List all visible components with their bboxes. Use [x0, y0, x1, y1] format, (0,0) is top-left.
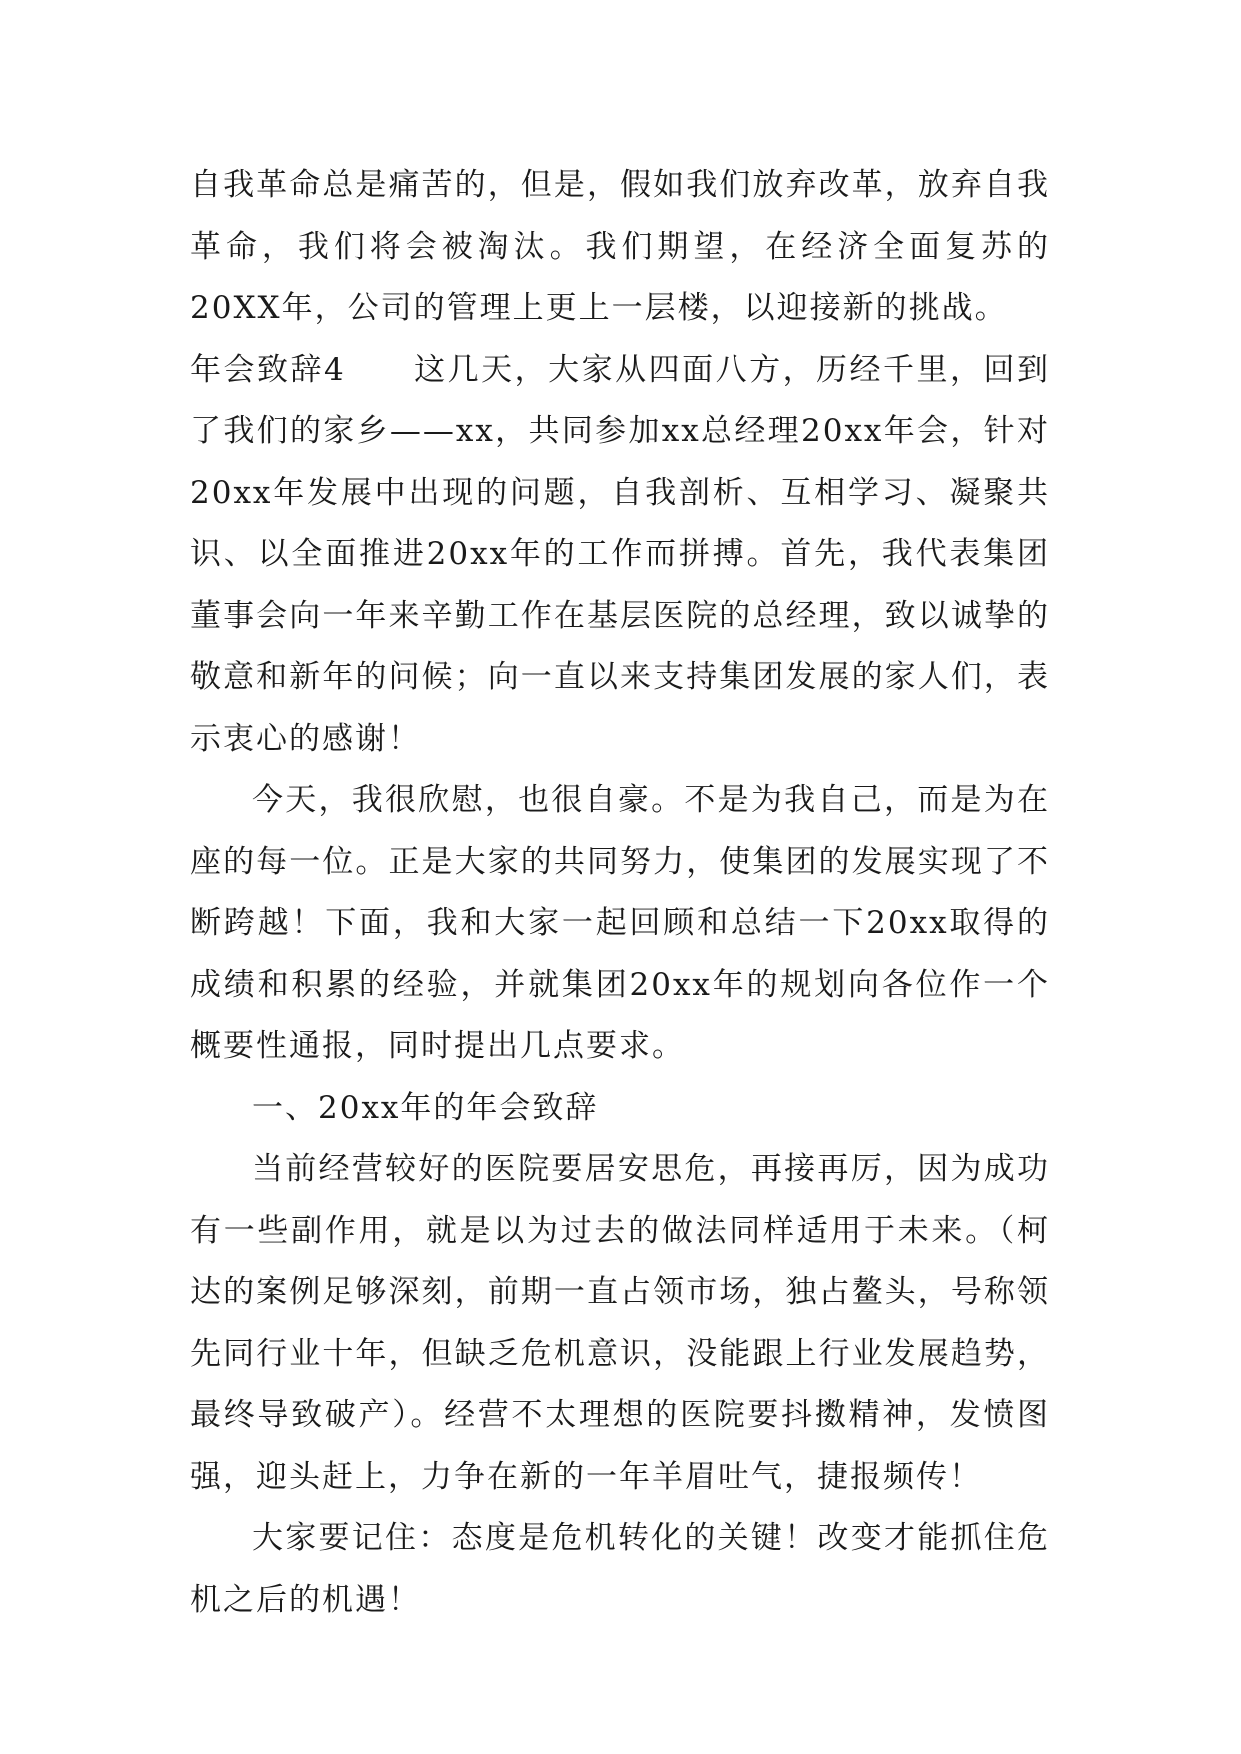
- paragraph-today: 今天，我很欣慰，也很自豪。不是为我自己，而是为在座的每一位。正是大家的共同努力，使集团的发展实现了不断跨越！下面，我和大家一起回顾和总结一下20xx取得的成绩和积累的经验，并就集团20xx年的规划向各位作一个概要性通报，同时提出几点要求。: [190, 782, 1050, 1064]
- section-title: 年会致辞4: [190, 351, 346, 388]
- paragraph-hospitals: 当前经营较好的医院要居安思危，再接再厉，因为成功有一些副作用，就是以为过去的做法同样适用于未来。（柯达的案例足够深刻，前期一直占领市场，独占鳌头，号称领先同行业十年，但缺乏危机意识，没能跟上行业发展趋势，最终导致破产）。经营不太理想的医院要抖擞精神，发愤图强，迎头赶上，力争在新的一年羊眉吐气，捷报频传！: [190, 1151, 1050, 1495]
- section4-intro-text: 这几天，大家从四面八方，历经千里，回到了我们的家乡——xx，共同参加xx总经理20xx年会，针对20xx年发展中出现的问题，自我剖析、互相学习、凝聚共识、以全面推进20xx年的工作而拼搏。首先，我代表集团董事会向一年来辛勤工作在基层医院的总经理，致以诚挚的敬意和新年的问候；向一直以来支持集团发展的家人们，表示衷心的感谢！: [190, 351, 1050, 757]
- paragraph-attitude: 大家要记住：态度是危机转化的关键！改变才能抓住危机之后的机遇！: [190, 1520, 1050, 1618]
- subheading: 一、20xx年的年会致辞: [252, 1089, 599, 1126]
- document-body: [190, 155, 1050, 1631]
- paragraph-continuation: 自我革命总是痛苦的，但是，假如我们放弃改革，放弃自我革命，我们将会被淘汰。我们期望，在经济全面复苏的20XX年，公司的管理上更上一层楼，以迎接新的挑战。: [190, 167, 1050, 326]
- paragraph-section4: [190, 340, 1050, 771]
